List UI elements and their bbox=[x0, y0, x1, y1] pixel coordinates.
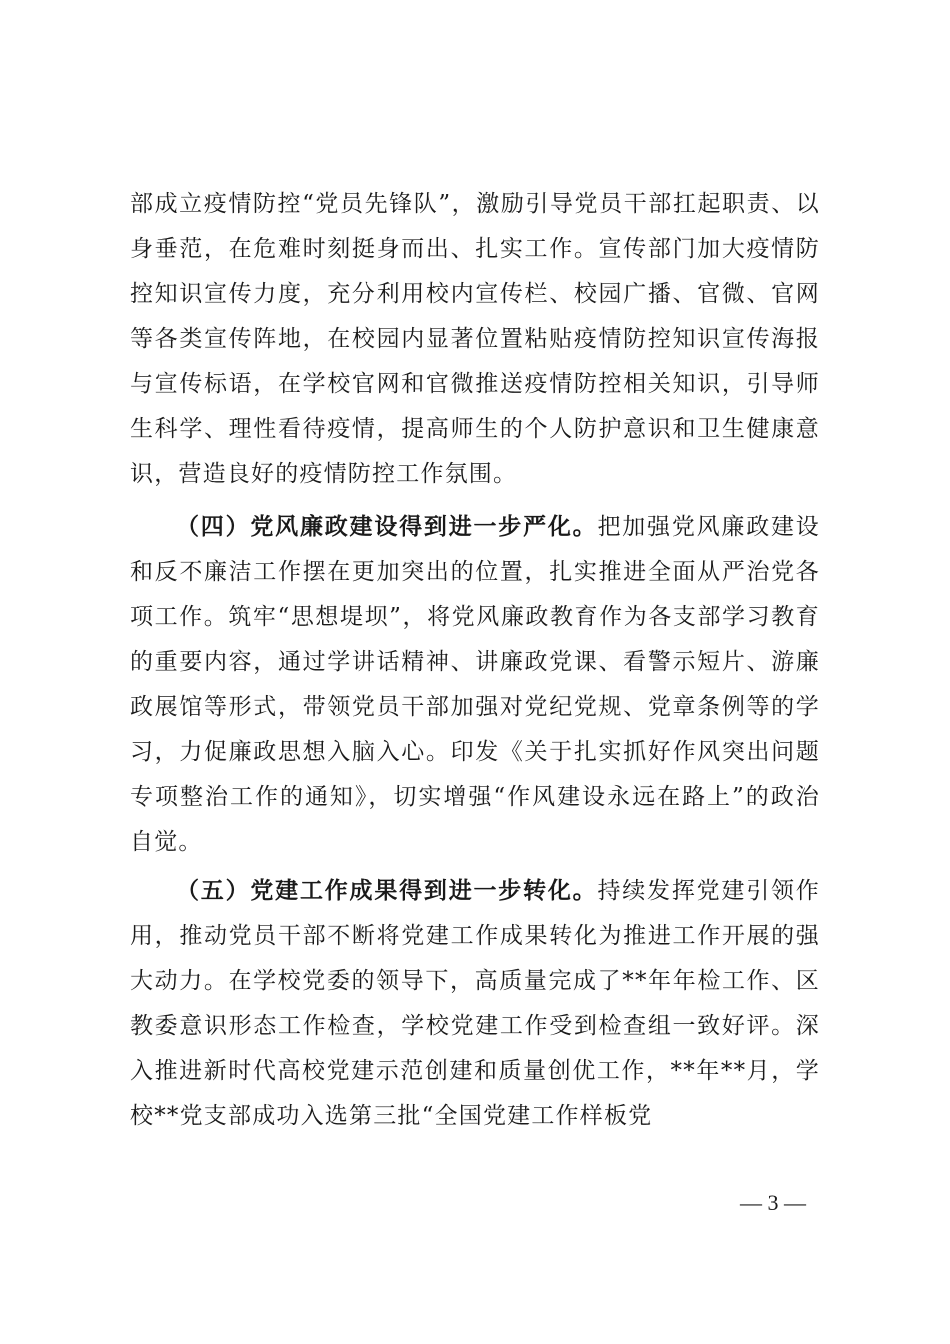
paragraph-1-text: 部成立疫情防控“党员先锋队”，激励引导党员干部扛起职责、以身垂范，在危难时刻挺身而出、扎实工作。宣传部门加大疫情防控知识宣传力度，充分利用校内宣传栏、校园广播、官微、官网等各类宣传阵地，在校园内显著位置粘贴疫情防控知识宣传海报与宣传标语，在学校官网和官微推送疫情防控相关知识，引导师生科学、理性看待疫情，提高师生的个人防护意识和卫生健康意识，营造良好的疫情防控工作氛围。 bbox=[130, 191, 820, 487]
section-four-heading: （四）党风廉政建设得到进一步严化。 bbox=[176, 514, 598, 540]
paragraph-2 bbox=[130, 505, 820, 865]
paragraph-3-text: 持续发挥党建引领作用，推动党员干部不断将党建工作成果转化为推进工作开展的强大动力。在学校党委的领导下，高质量完成了**年年检工作、区教委意识形态工作检查，学校党建工作受到检查组一致好评。深入推进新时代高校党建示范创建和质量创优工作，**年**月，学校**党支部成功入选第三批“全国党建工作样板党 bbox=[130, 878, 820, 1129]
paragraph-continuation bbox=[130, 182, 820, 497]
section-five-heading: （五）党建工作成果得到进一步转化。 bbox=[176, 878, 598, 904]
paragraph-1 bbox=[130, 182, 820, 497]
paragraph-2-text: 把加强党风廉政建设和反不廉洁工作摆在更加突出的位置，扎实推进全面从严治党各项工作。筑牢“思想堤坝”，将党风廉政教育作为各支部学习教育的重要内容，通过学讲话精神、讲廉政党课、看警示短片、游廉政展馆等形式，带领党员干部加强对党纪党规、党章条例等的学习，力促廉政思想入脑入心。印发《关于扎实抓好作风突出问题专项整治工作的通知》，切实增强“作风建设永远在路上”的政治自觉。 bbox=[130, 514, 820, 855]
page-number: — 3 — bbox=[740, 1190, 806, 1215]
section-four bbox=[130, 505, 820, 865]
paragraph-3 bbox=[130, 869, 820, 1139]
section-five bbox=[130, 869, 820, 1139]
